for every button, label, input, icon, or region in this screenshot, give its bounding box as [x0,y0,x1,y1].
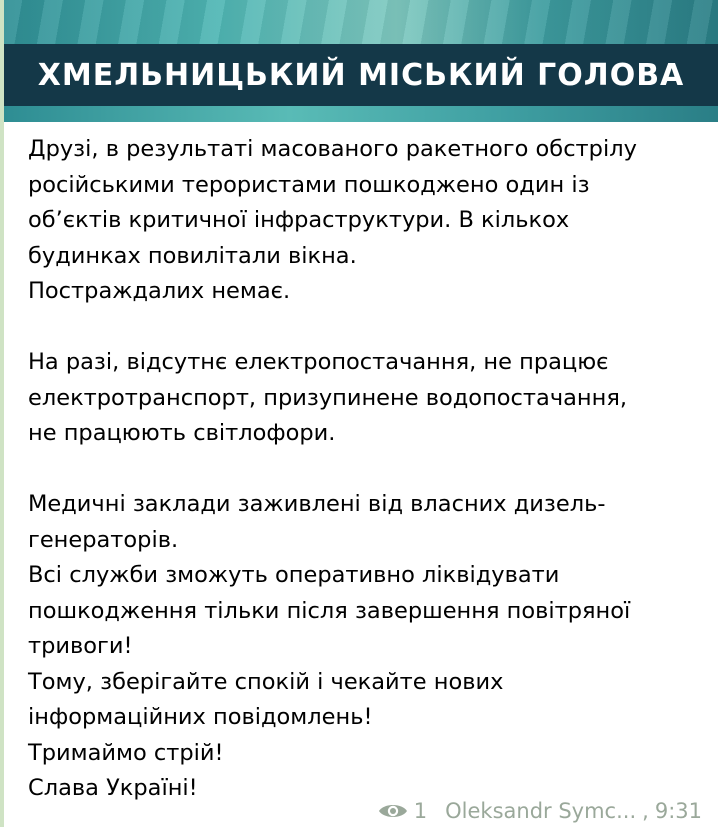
eye-icon [378,801,408,821]
banner-title: ХМЕЛЬНИЦЬКИЙ МІСЬКИЙ ГОЛОВА [37,57,685,93]
message-line: Друзі, в результаті масованого ракетного обстрілу [28,136,637,162]
message-time: 9:31 [654,799,702,823]
message-text [28,132,698,807]
message-bubble [4,0,718,827]
meta-separator: , [642,799,649,823]
message-line: не працюють світлофори. [28,420,336,446]
message-line: Тримаймо стрій! [28,739,224,766]
message-blank-line [28,452,698,488]
message-line: генераторів. [28,526,179,553]
message-line: електротранспорт, призупинене водопостачання, [28,384,628,411]
message-banner-image[interactable] [4,0,718,122]
message-line: Медичні заклади заживлені від власних дизель- [28,491,606,517]
message-line: пошкодження тільки після завершення повітряної [28,597,631,624]
message-line: тривоги! [28,633,133,659]
message-line: Тому, зберігайте спокій і чекайте нових [28,668,504,695]
message-line: інформаційних повідомлень! [28,704,373,730]
message-line: російськими терористами пошкоджено один із [28,171,590,198]
message-blank-line [28,310,698,346]
message-line: Всі служби зможуть оперативно ліквідувати [28,562,560,588]
author-signature: Oleksandr Symc... [445,799,637,823]
message-line: будинках повилітали вікна. [28,242,357,269]
views-count: 1 [413,799,428,823]
message-line: Слава Україні! [28,775,198,801]
message-line: об’єктів критичної інфраструктури. В кількох [28,207,570,233]
banner-top-strip [4,0,718,44]
message-line: На разі, відсутнє електропостачання, не працює [28,349,609,375]
banner-bottom-strip [4,106,718,122]
message-line: Постраждалих немає. [28,278,291,304]
banner-title-bar [4,44,718,106]
message-meta [378,799,702,823]
